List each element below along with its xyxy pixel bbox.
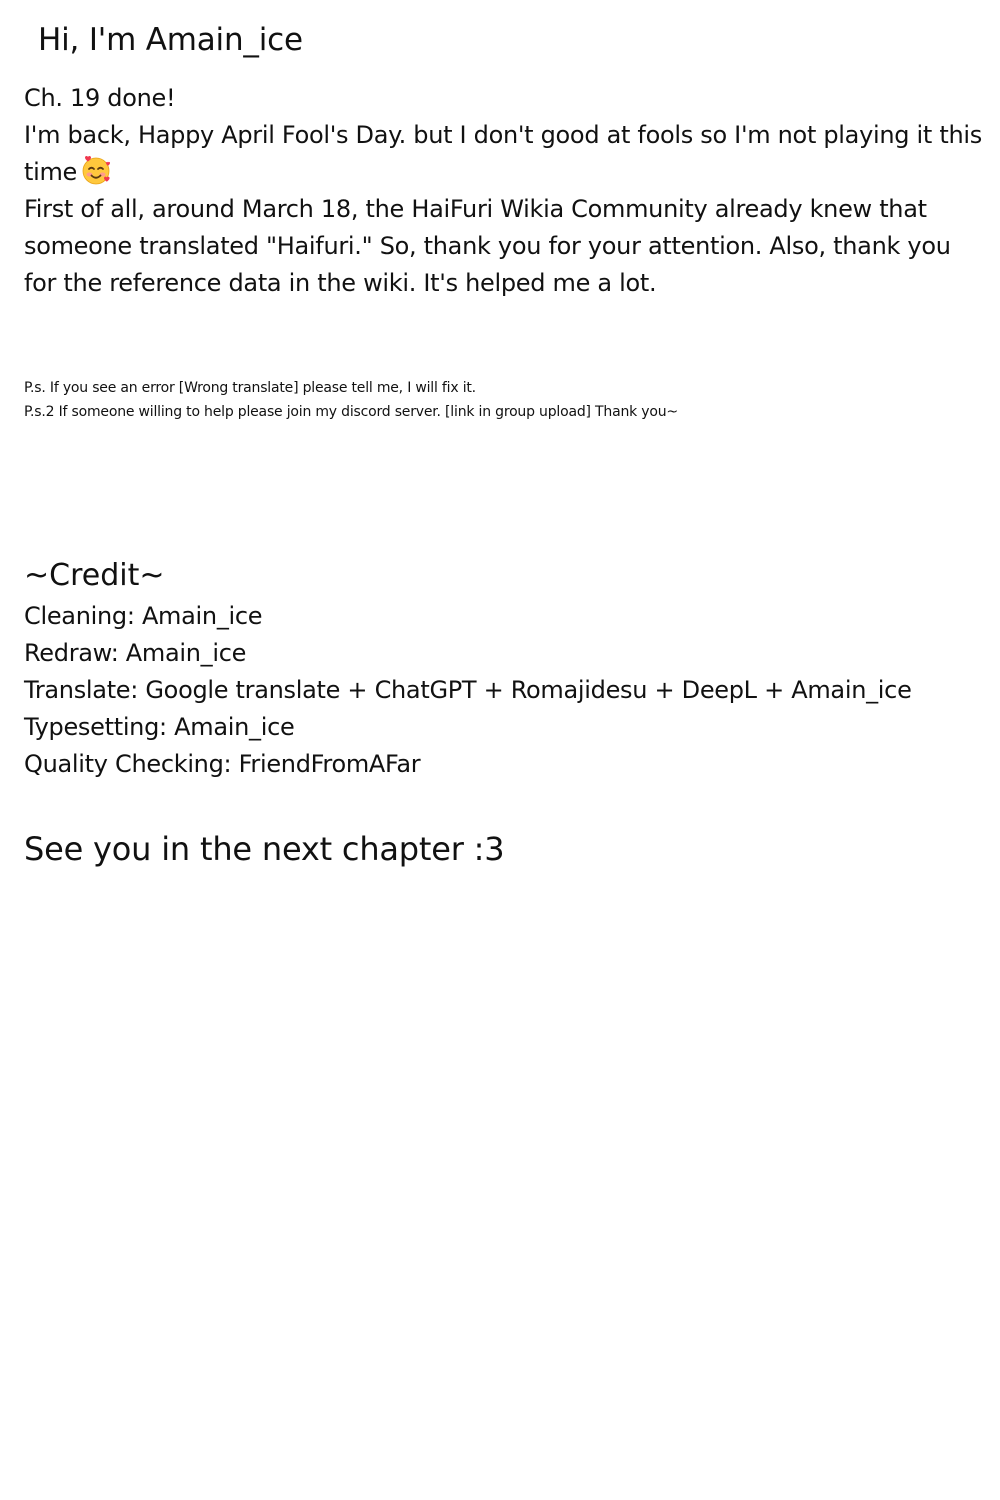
credit-redraw: Redraw: Amain_ice [24, 639, 247, 667]
credit-typesetting: Typesetting: Amain_ice [24, 713, 295, 741]
credit-translate: Translate: Google translate + ChatGPT + Romajidesu + DeepL + Amain_ice [24, 676, 912, 704]
credit-heading: ~Credit~ [24, 558, 165, 593]
intro-message [24, 80, 984, 302]
postscript-notes [24, 376, 678, 424]
credit-quality-checking: Quality Checking: FriendFromAFar [24, 750, 421, 778]
wikia-thanks-line: First of all, around March 18, the HaiFuri Wikia Community already knew that someone translated "Haifuri." So, thank you for your attention. Also, thank you for the reference data in the wiki. It's helped me a lot. [24, 195, 951, 297]
ps-error-note: P.s. If you see an error [Wrong translate] please tell me, I will fix it. [24, 380, 476, 396]
ps-discord-note: P.s.2 If someone willing to help please join my discord server. [link in group upload] Thank you~ [24, 404, 678, 420]
farewell-message: See you in the next chapter :3 [24, 830, 505, 868]
smiling-face-with-hearts-icon [80, 154, 112, 186]
chapter-done-line: Ch. 19 done! [24, 84, 176, 112]
credit-list [24, 598, 912, 783]
credit-cleaning: Cleaning: Amain_ice [24, 602, 263, 630]
april-fools-line [24, 117, 984, 191]
april-fools-text: I'm back, Happy April Fool's Day. but I don't good at fools so I'm not playing it this time [24, 121, 982, 186]
greeting-heading: Hi, I'm Amain_ice [38, 22, 303, 58]
